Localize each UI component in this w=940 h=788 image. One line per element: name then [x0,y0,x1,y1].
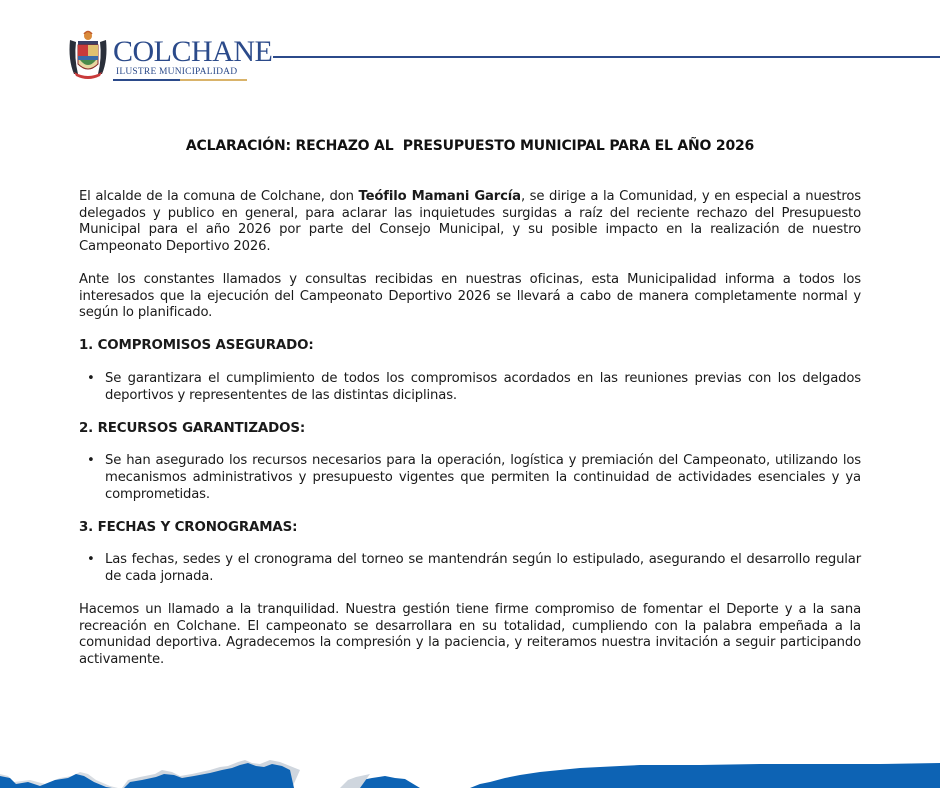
list-item [79,453,861,503]
header-divider [273,56,940,58]
municipal-crest-icon [68,30,108,82]
brand-subtitle: ILUSTRE MUNICIPALIDAD [116,67,238,77]
letterhead [0,0,940,100]
closing-paragraph: Hacemos un llamado a la tranquilidad. Nuestra gestión tiene firme compromiso de fomentar el Deporte y a la sana recreación en Colchane. El campeonato se desarrollara en su totalidad, cumpliendo con la palabra empeñada a la comunidad deportiva. Agradecemos la compresión y la paciencia, y reiteramos nuestra invitación a seguir participando activamente. [79,602,861,667]
announcement-paragraph: Ante los constantes llamados y consultas recibidas en nuestras oficinas, esta Municipalidad informa a todos los interesados que la ejecución del Campeonato Deportivo 2026 se llevará a cabo de manera completamente normal y según lo planificado. [79,271,861,321]
list-item [79,552,861,585]
bullet-text: Las fechas, sedes y el cronograma del torneo se mantendrán según lo estipulado, asegurando el desarrollo regular de cada jornada. [105,552,861,584]
intro-text-start: El alcalde de la comuna de Colchane, don [79,189,359,204]
brand-underline [113,79,247,81]
bullet-icon: • [87,552,95,568]
section-heading-schedule: 3. FECHAS Y CRONOGRAMAS: [79,519,298,535]
mayor-name: Teófilo Mamani García [358,189,521,204]
bullet-icon: • [87,370,95,386]
bullet-text: Se garantizara el cumplimiento de todos los compromisos acordados en las reuniones previas con los delgados deportivos y represententes de las distintas diciplinas. [105,370,861,403]
torn-paper-footer [0,730,940,788]
list-item [79,371,861,404]
bullet-text: Se han asegurado los recursos necesarios para la operación, logística y premiación del Campeonato, utilizando los mecanismos administrativos y presupuesto vigentes que permiten la continuidad de actividades esenciales y ya comprometidas. [105,453,861,502]
intro-paragraph [79,189,861,255]
section-heading-resources: 2. RECURSOS GARANTIZADOS: [79,420,306,436]
intro-text-end: , se dirige a la Comunidad, y en especial a nuestros delegados y publico en general, para aclarar las inquietudes surgidas a raíz del reciente rechazo del Presupuesto Municipal para el año 2026 por parte del Consejo Municipal, y su posible impacto en la realización de nuestro Campeonato Deportivo 2026. [79,189,862,254]
bullet-icon: • [87,453,95,469]
document-body [79,189,861,685]
section-heading-commitments: 1. COMPROMISOS ASEGURADO: [79,338,314,354]
brand-name: COLCHANE [113,35,273,68]
document-title: ACLARACIÓN: RECHAZO AL PRESUPUESTO MUNICIPAL PARA EL AÑO 2026 [185,138,755,154]
